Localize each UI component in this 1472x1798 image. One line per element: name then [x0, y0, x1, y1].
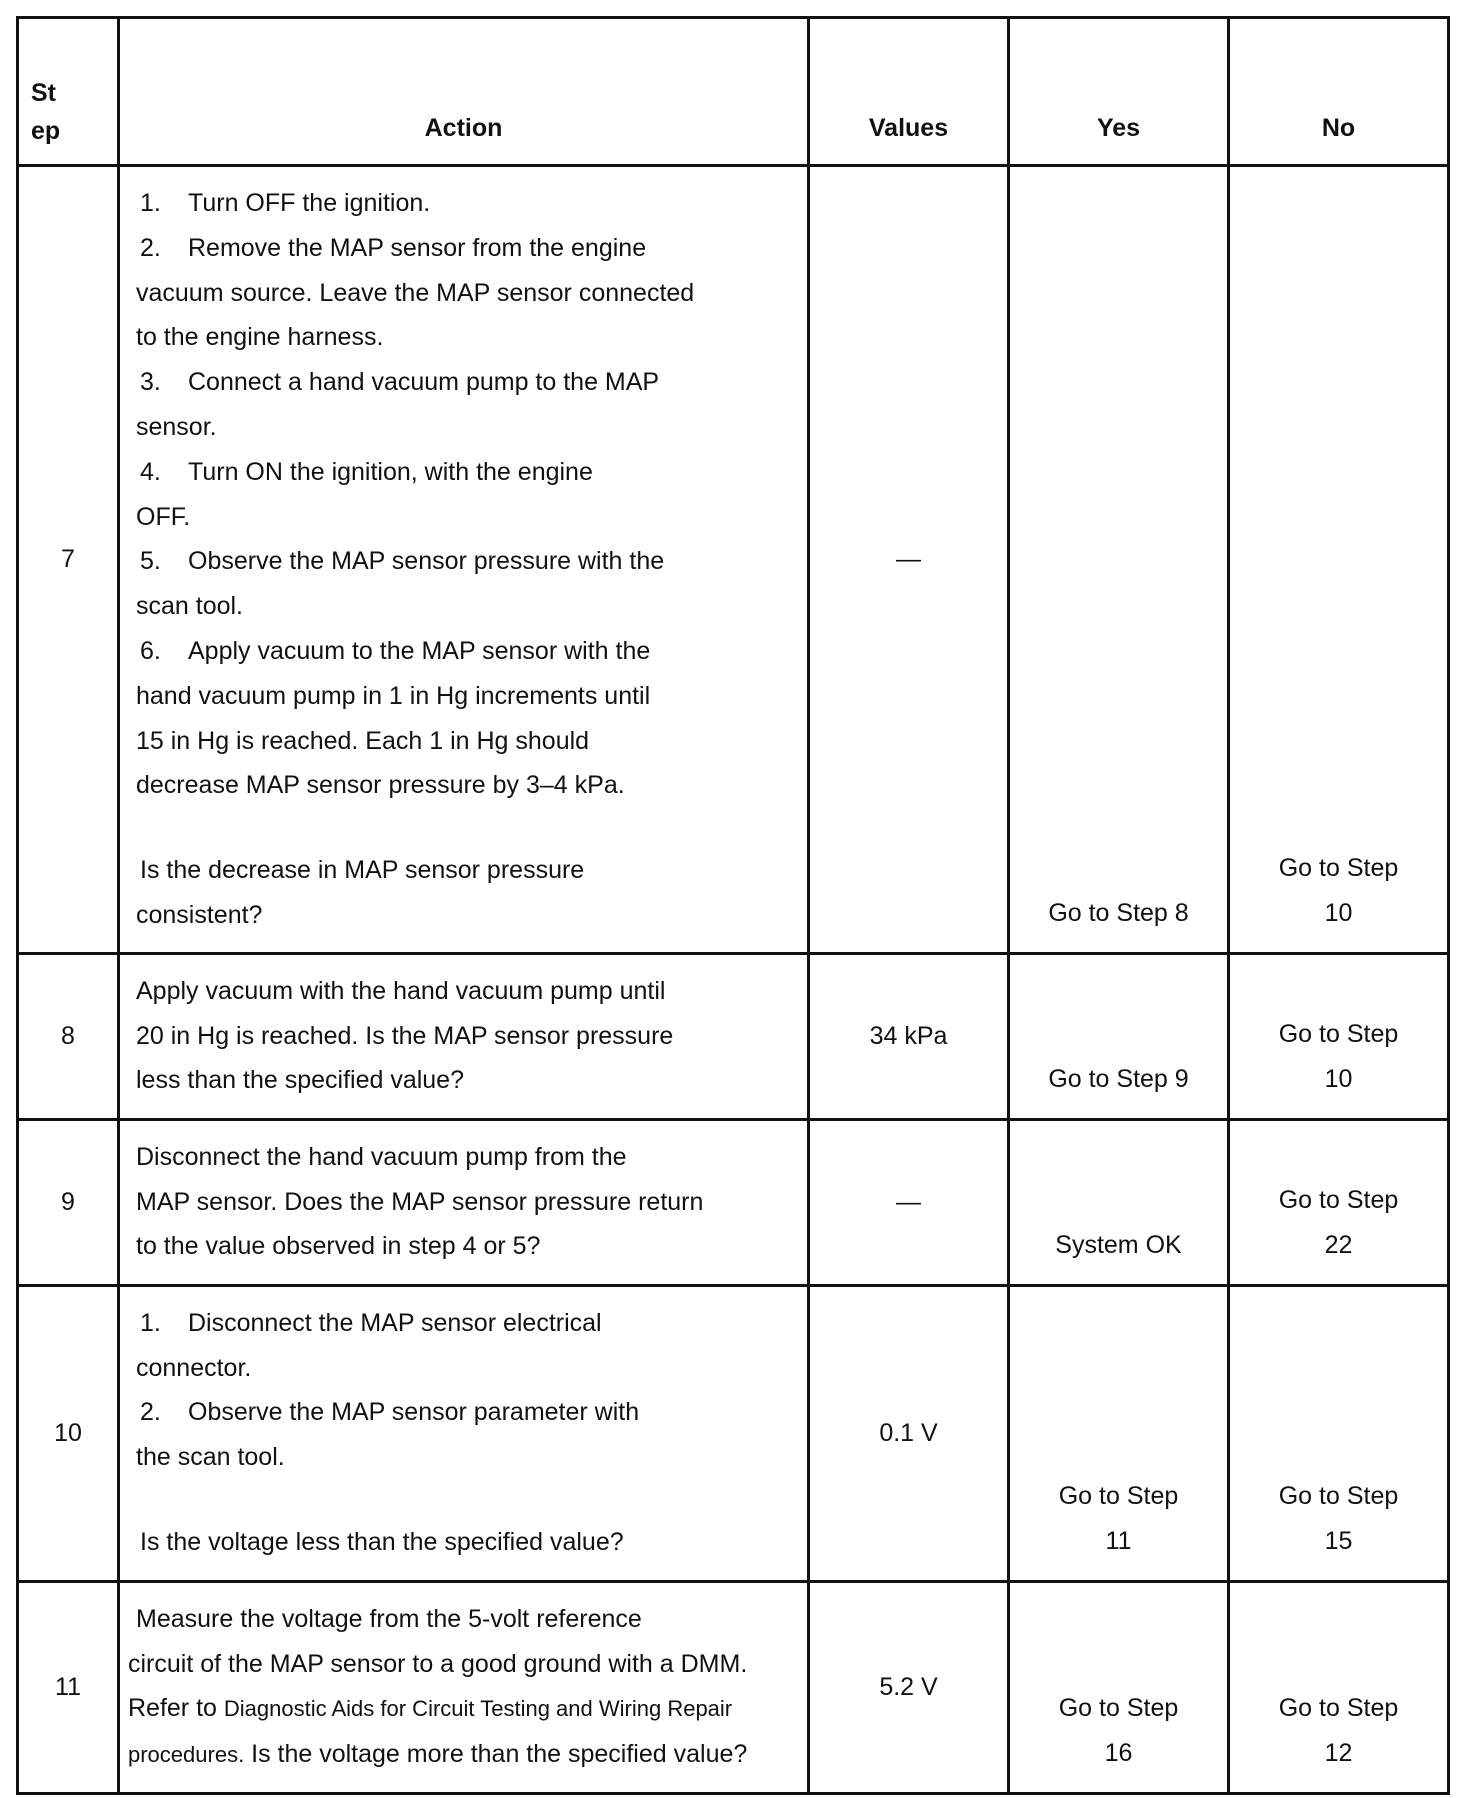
header-no: No: [1229, 18, 1449, 166]
step-number: 10: [18, 1285, 119, 1581]
yes-cell: Go to Step 11: [1009, 1285, 1229, 1581]
no-cell: Go to Step 15: [1229, 1285, 1449, 1581]
value-cell: 5.2 V: [809, 1581, 1009, 1793]
yes-cell: Go to Step 9: [1009, 953, 1229, 1119]
action-cell: 1. Disconnect the MAP sensor electrical connector. 2. Observe the MAP sensor parameter with the scan tool. Is the voltage less than the specified value?: [119, 1285, 809, 1581]
header-step-line2: ep: [31, 117, 61, 145]
header-step: [18, 18, 119, 166]
value-cell: 0.1 V: [809, 1285, 1009, 1581]
step-number: 8: [18, 953, 119, 1119]
yes-cell: Go to Step 8: [1009, 166, 1229, 954]
yes-cell: System OK: [1009, 1119, 1229, 1285]
action-cell: 1. Turn OFF the ignition. 2. Remove the MAP sensor from the engine vacuum source. Leave the MAP sensor connected to the engine harness. 3. Connect a hand vacuum pump to the MAP sensor. 4. Turn ON the ignition, with the engine OFF. 5. Observe the MAP sensor pressure with the scan tool. 6. Apply vacuum to the MAP sensor with the hand vacuum pump in 1 in Hg increments until 15 in Hg is reached. Each 1 in Hg should decrease MAP sensor pressure by 3–4 kPa. Is the decrease in MAP sensor pressure consistent?: [119, 166, 809, 954]
header-step-line1: St: [31, 79, 56, 107]
action-cell: Apply vacuum with the hand vacuum pump until 20 in Hg is reached. Is the MAP sensor pressure less than the specified value?: [119, 953, 809, 1119]
yes-cell: Go to Step 16: [1009, 1581, 1229, 1793]
value-cell: 34 kPa: [809, 953, 1009, 1119]
diagnostic-table: [16, 16, 1450, 1795]
table-row: [18, 1285, 1449, 1581]
step-number: 9: [18, 1119, 119, 1285]
value-cell: —: [809, 1119, 1009, 1285]
action-cell: Disconnect the hand vacuum pump from the MAP sensor. Does the MAP sensor pressure return to the value observed in step 4 or 5?: [119, 1119, 809, 1285]
no-cell: Go to Step 10: [1229, 953, 1449, 1119]
header-row: [18, 18, 1449, 166]
no-cell: Go to Step 12: [1229, 1581, 1449, 1793]
table-row: [18, 166, 1449, 954]
step-number: 7: [18, 166, 119, 954]
value-cell: —: [809, 166, 1009, 954]
no-cell: Go to Step 22: [1229, 1119, 1449, 1285]
no-cell: Go to Step 10: [1229, 166, 1449, 954]
action-question: Is the decrease in MAP sensor pressure: [140, 856, 585, 885]
action-cell: Measure the voltage from the 5-volt reference circuit of the MAP sensor to a good ground with a DMM. Refer to Diagnostic Aids for Circuit Testing and Wiring Repair procedures. Is the voltage more than the specified value?: [119, 1581, 809, 1793]
table-row: [18, 1581, 1449, 1793]
step-number: 11: [18, 1581, 119, 1793]
header-action: Action: [119, 18, 809, 166]
table-row: [18, 1119, 1449, 1285]
table-row: [18, 953, 1449, 1119]
header-yes: Yes: [1009, 18, 1229, 166]
action-question: Is the voltage less than the specified value?: [140, 1527, 624, 1556]
header-values: Values: [809, 18, 1009, 166]
